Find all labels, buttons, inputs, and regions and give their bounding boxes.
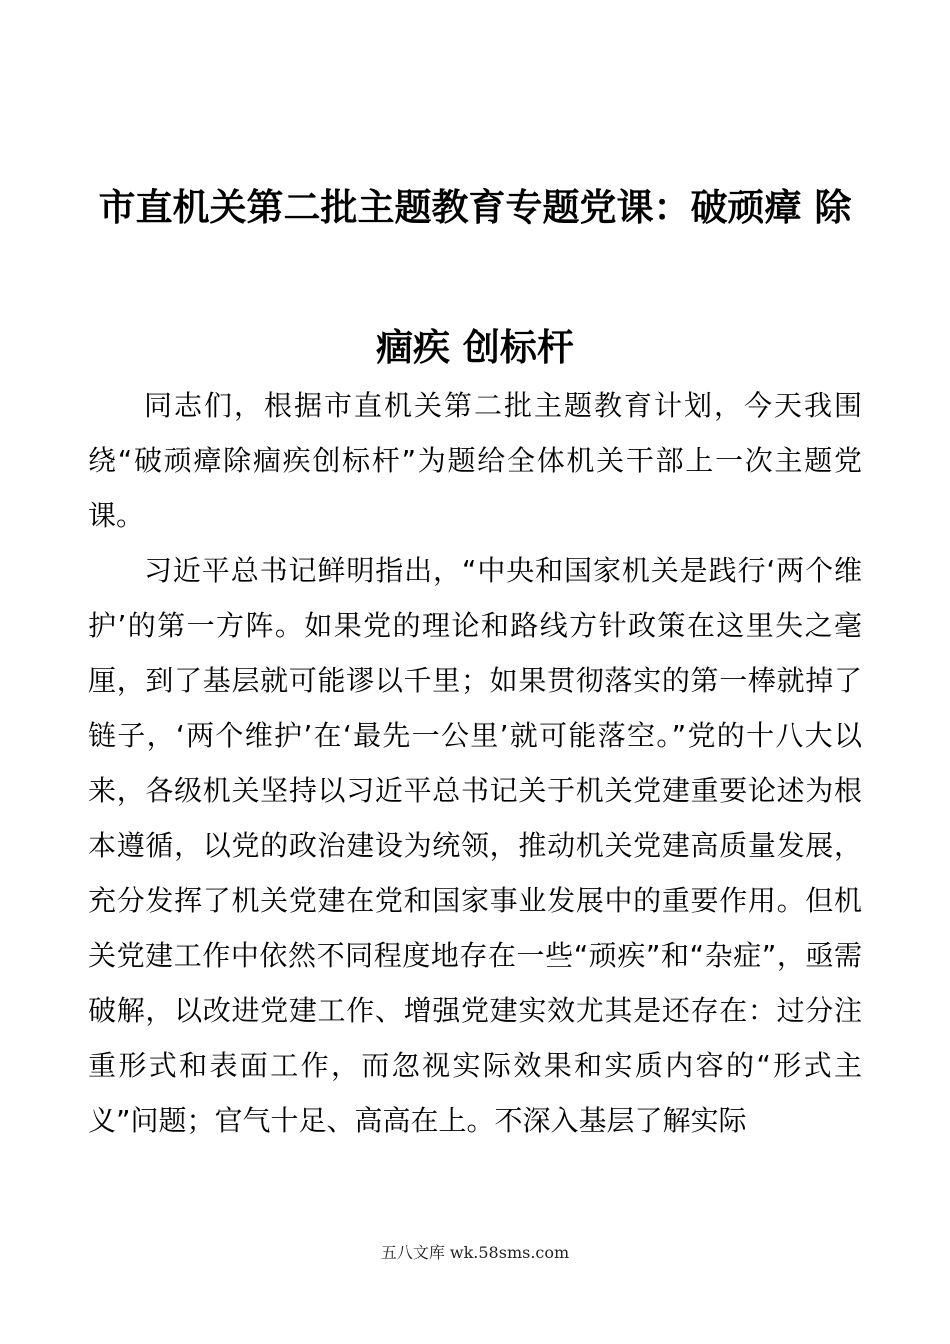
footer-watermark: 五八文库 wk.58sms.com xyxy=(380,1243,570,1262)
document-body xyxy=(88,378,862,1148)
document-title: 市直机关第二批主题教育专题党课：破顽瘴 除痼疾 创标杆 xyxy=(98,186,852,369)
paragraph-main: 习近平总书记鲜明指出，“中央和国家机关是践行‘两个维护’的第一方阵。如果党的理论和路线方针政策在这里失之毫厘，到了基层就可能谬以千里；如果贯彻落实的第一棒就掉了链子，‘两个维护’在‘最先一公里’就可能落空。”党的十八大以来，各级机关坚持以习近平总书记关于机关党建重要论述为根本遵循，以党的政治建设为统领，推动机关党建高质量发展，充分发挥了机关党建在党和国家事业发展中的重要作用。但机关党建工作中依然不同程度地存在一些“顽疾”和“杂症”，亟需破解，以改进党建工作、增强党建实效尤其是还存在：过分注重形式和表面工作，而忽视实际效果和实质内容的“形式主义”问题；官气十足、高高在上。不深入基层了解实际 xyxy=(88,554,862,1137)
paragraph-intro: 同志们，根据市直机关第二批主题教育计划，今天我围绕“破顽瘴除痼疾创标杆”为题给全体机关干部上一次主题党课。 xyxy=(88,389,862,532)
